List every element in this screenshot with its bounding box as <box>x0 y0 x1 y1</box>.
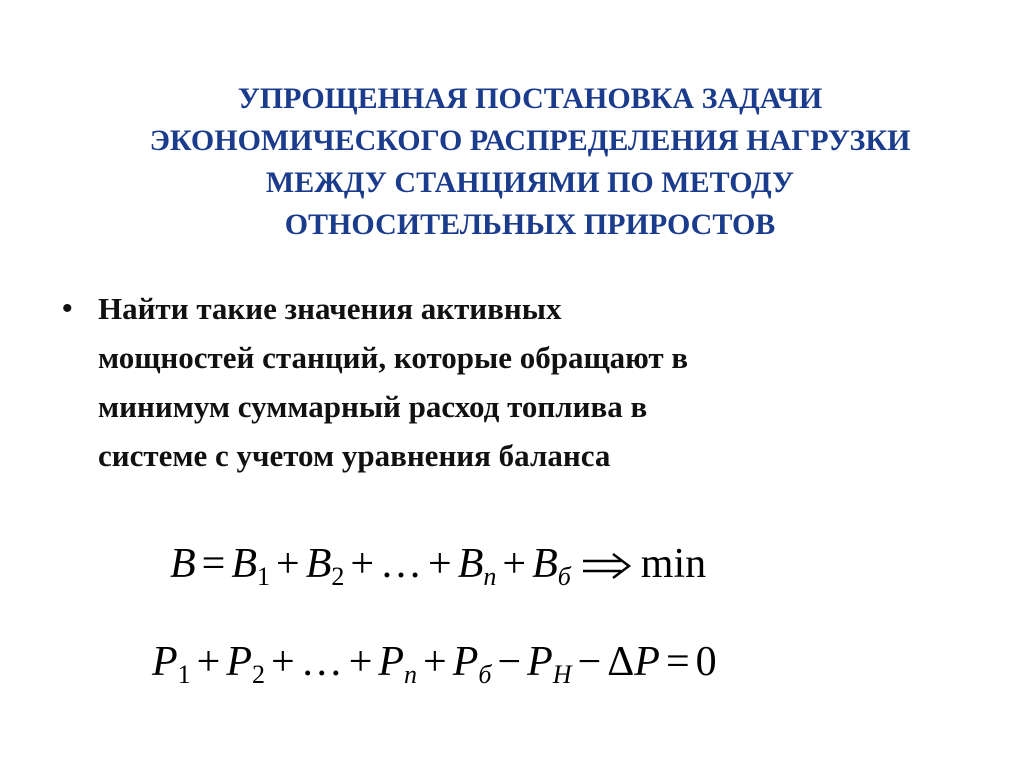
formula-subscript: 2 <box>331 562 345 591</box>
title-line: МЕЖДУ СТАНЦИЯМИ ПО МЕТОДУ <box>265 166 795 199</box>
slide-title <box>60 78 1000 246</box>
formula-ellipsis: … <box>380 541 423 587</box>
formula-subscript: n <box>404 660 418 689</box>
formula-term: P <box>378 639 405 685</box>
formula-subscript: n <box>483 562 497 591</box>
formula-subscript: H <box>552 660 572 689</box>
formula-operator: + <box>276 541 300 587</box>
bullet-item <box>62 284 962 480</box>
formula-objective <box>170 540 706 592</box>
formula-operator: + <box>428 541 452 587</box>
formula-balance <box>152 638 717 690</box>
formula-operator: − <box>497 639 522 685</box>
formula-term: P <box>634 639 660 685</box>
formula-operator: + <box>350 541 375 587</box>
formula-operator: = <box>665 639 690 685</box>
bullet-line: минимум суммарный расход топлива в <box>98 389 648 424</box>
formula-operator: + <box>271 639 295 685</box>
formula-operator: − <box>577 639 602 685</box>
bullet-line: Найти такие значения активных <box>98 291 562 326</box>
formula-min: min <box>640 541 707 587</box>
formula-operator: + <box>423 639 447 685</box>
formula-subscript: 1 <box>177 660 191 689</box>
bullet-list <box>62 284 962 480</box>
formula-operator: + <box>196 639 221 685</box>
formula-term: P <box>452 639 479 685</box>
formula-subscript: б <box>478 660 492 689</box>
formula-operator: + <box>502 541 527 587</box>
formula-delta: Δ <box>607 639 635 685</box>
formula-subscript: б <box>557 562 571 591</box>
formula-subscript: 1 <box>257 562 270 591</box>
title-line: ЭКОНОМИЧЕСКОГО РАСПРЕДЕЛЕНИЯ НАГРУЗКИ <box>149 124 911 157</box>
formula-term: B <box>305 541 332 587</box>
implies-double-arrow-icon <box>581 551 633 581</box>
bullet-icon: • <box>62 292 73 325</box>
bullet-line: системе с учетом уравнения баланса <box>98 438 611 473</box>
formula-operator: + <box>348 639 373 685</box>
formula-operator: = <box>201 541 226 587</box>
bullet-text <box>98 284 688 480</box>
title-line: УПРОЩЕННАЯ ПОСТАНОВКА ЗАДАЧИ <box>237 82 823 115</box>
bullet-line: мощностей станций, которые обращают в <box>98 340 689 375</box>
formula-ellipsis: … <box>300 639 343 685</box>
formula-term: B <box>457 541 484 587</box>
formula-zero: 0 <box>695 639 717 685</box>
title-line: ОТНОСИТЕЛЬНЫХ ПРИРОСТОВ <box>284 208 776 241</box>
formula-term: B <box>532 541 558 587</box>
formula-term: B <box>231 541 257 587</box>
formula-term: B <box>170 541 196 587</box>
formula-term: P <box>152 639 178 685</box>
formula-subscript: 2 <box>252 660 265 689</box>
formula-term: P <box>527 639 553 685</box>
formula-term: P <box>226 639 252 685</box>
